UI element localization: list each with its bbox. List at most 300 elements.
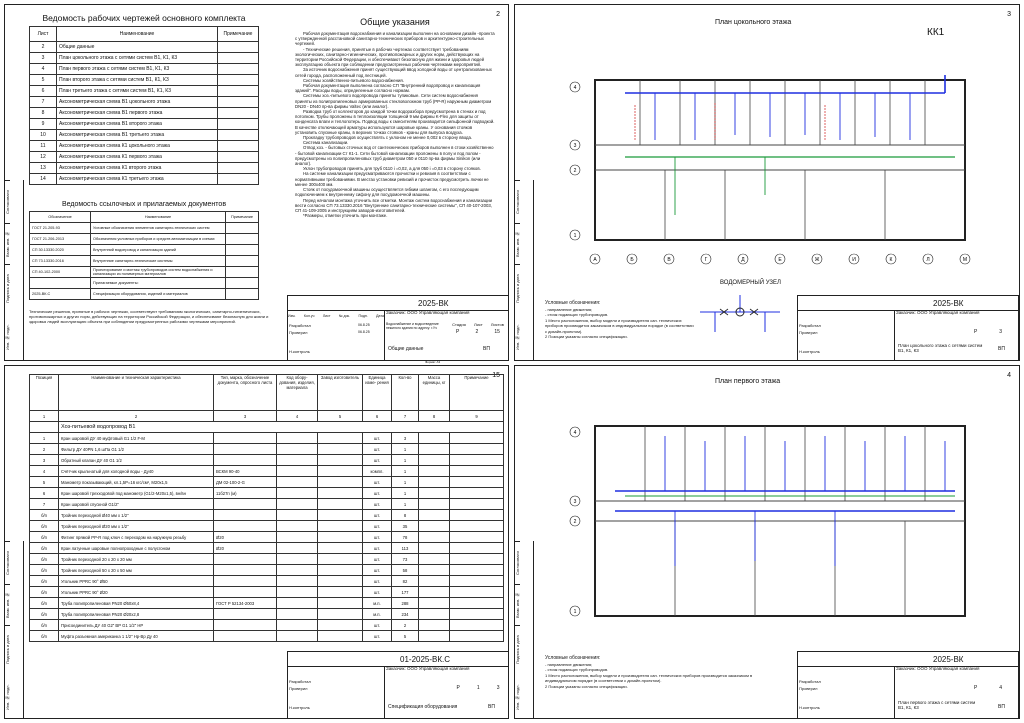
spec-qty: 58 xyxy=(392,565,419,576)
stamp-name: Спецификация оборудования xyxy=(388,704,458,710)
stamp-date: 06.8.25 xyxy=(358,323,370,327)
sheet-note xyxy=(218,75,259,86)
sheet-number: 13 xyxy=(30,163,57,174)
stamp-stage-hdr xyxy=(448,322,508,327)
spec-note xyxy=(450,466,504,477)
col-number: 6 xyxy=(363,411,392,422)
spec-unit: м.п. xyxy=(363,598,392,609)
spec-pos: 2 xyxy=(30,444,59,455)
stamp-firm: ВП xyxy=(488,704,495,710)
spec-type: ВСКМ 90-40 xyxy=(214,466,277,477)
stamp-stage: Р xyxy=(456,685,460,691)
col-header: Наименование xyxy=(91,212,226,223)
stamp-name: План цокольного этажа с сетями систем В1, К1, К3 xyxy=(898,343,983,353)
spec-code xyxy=(277,488,318,499)
general-notes xyxy=(295,17,495,218)
first-floor-plan-drawing xyxy=(565,396,995,636)
sheet-name: Аксонометрическая схема К1 первого этажа xyxy=(57,152,218,163)
stamp-hdr: Листов xyxy=(490,322,504,327)
sheet-note xyxy=(218,163,259,174)
drawings-list xyxy=(29,13,259,185)
stamp-role: Проверил xyxy=(799,686,818,691)
general-paragraph: - Технические решения, принятые в рабочих чертежах соответствует требованиям экологических, санитарно-гигиенических, противопожарных и других норм, действующих на территории Российской Федерации, и обеспечивают безопасную для жизни и здоровья людей эксплуатацию объекта при соблюдении предусмотренных рабочим чертежами мероприятий. xyxy=(295,46,485,68)
spec-section: Хоз-питьевой водопровод В1 xyxy=(59,422,504,433)
spec-name: Тройник переходной Ø20 мм х 1/2" xyxy=(59,521,214,532)
sheet-name: Аксонометрическая схема К1 цокольного этажа xyxy=(57,141,218,152)
ref-code: ГОСТ 21.205-93 xyxy=(30,223,91,234)
spec-code xyxy=(277,477,318,488)
spec-code xyxy=(277,587,318,598)
spec-unit: шт. xyxy=(363,565,392,576)
spec-maker xyxy=(318,587,363,598)
sheet-note xyxy=(218,53,259,64)
stamp-role: Разработал xyxy=(289,323,311,328)
legend xyxy=(545,656,775,689)
sheet-note xyxy=(218,119,259,130)
spec-maker xyxy=(318,488,363,499)
col-header: Примечание xyxy=(450,375,504,411)
sheet-name: План третьего этажа с сетями систем В1, К1, К3 xyxy=(57,86,218,97)
col-header: Примечание xyxy=(226,212,259,223)
sheet-name: Аксонометрическая схема К1 третьего этажа xyxy=(57,174,218,185)
col-header: Код обору- дования, изделия, материала xyxy=(277,375,318,411)
axis-letter: Б xyxy=(630,257,634,263)
spec-maker xyxy=(318,477,363,488)
spec-type xyxy=(214,631,277,642)
side-stamp xyxy=(515,541,534,719)
stamp-sheet: 2 xyxy=(475,329,479,335)
spec-qty: 8 xyxy=(392,510,419,521)
stamp-firm: ВП xyxy=(998,346,1005,352)
table-row xyxy=(30,163,259,174)
table-row xyxy=(30,289,259,300)
spec-pos: б/п xyxy=(30,510,59,521)
stamp-sheet: 4 xyxy=(999,685,1003,691)
legend-item: 2 Позиции указаны согласно спецификации. xyxy=(545,683,628,689)
plan-title: План цокольного этажа xyxy=(715,19,792,26)
spec-note xyxy=(450,598,504,609)
drawings-table xyxy=(29,26,259,185)
legend-item: 1 Место расположения, выбор модели и производителя сан. технических приборов производится заказчиком в индивидуальном порядке (в соответствии с дизайн-проектом). xyxy=(545,317,694,334)
sheet-note xyxy=(218,174,259,185)
spec-maker xyxy=(318,609,363,620)
spec-code xyxy=(277,631,318,642)
spec-maker xyxy=(318,532,363,543)
spec-name: Муфта разъемная американка 1 1/2" Нр-Вр Ду 40 xyxy=(59,631,214,642)
stamp-customer: Заказчик: ООО Управляющая компания xyxy=(896,666,980,671)
side-label: Инв. № подл. xyxy=(5,684,10,710)
table-row xyxy=(30,245,259,256)
ref-code: СП 40-102-2000 xyxy=(30,267,91,278)
page-number: 2 xyxy=(496,11,500,18)
spec-code xyxy=(277,455,318,466)
sheet-number: 3 xyxy=(30,53,57,64)
side-label: Инв. № подл. xyxy=(515,684,520,710)
stamp-code: 2025-ВК xyxy=(933,299,964,308)
sheet-note xyxy=(218,108,259,119)
stamp-code: 01-2025-ВК.С xyxy=(400,655,451,664)
spec-qty: 73 xyxy=(392,554,419,565)
stamp-object: Водоснабжение и водоотведение нежилого здания по адресу: г.Уч xyxy=(386,322,439,330)
spec-qty: 1 xyxy=(392,488,419,499)
spec-code xyxy=(277,466,318,477)
stamp-firm: ВП xyxy=(998,704,1005,710)
spec-mass xyxy=(419,477,450,488)
spec-mass xyxy=(419,609,450,620)
spec-unit: м.п. xyxy=(363,609,392,620)
spec-mass xyxy=(419,455,450,466)
spec-name: Кран латунные шаровые полнопроходные с полусгоном xyxy=(59,543,214,554)
spec-qty: 1 xyxy=(392,477,419,488)
stamp-name: Общие данные xyxy=(388,346,424,352)
stamp-role: Разработал xyxy=(799,679,821,684)
spec-mass xyxy=(419,488,450,499)
stamp-cols xyxy=(288,314,384,318)
table-row xyxy=(30,130,259,141)
spec-type: 11б27п (м) xyxy=(214,488,277,499)
ref-name: Обозначения условных приборов и средств автоматизации в схемах xyxy=(91,234,226,245)
stamp-col: Лист xyxy=(322,314,331,318)
axis-number: 1 xyxy=(573,233,577,239)
col-number: 9 xyxy=(450,411,504,422)
spec-type xyxy=(214,587,277,598)
stamp-role: Разработал xyxy=(289,679,311,684)
side-label: Подпись и дата xyxy=(515,264,520,313)
spec-note xyxy=(450,631,504,642)
sheet-number: 8 xyxy=(30,108,57,119)
sheet-general-data xyxy=(4,4,509,364)
col-header: Примечание xyxy=(218,27,259,42)
table-row xyxy=(30,267,259,278)
general-paragraph: За источник водоснабжения принят существующий ввод холодной воды от централизованных сетей города, расположенный под лестницей. xyxy=(295,67,492,78)
table-row xyxy=(30,152,259,163)
stamp-role: Проверил xyxy=(289,330,308,335)
stamp-col: Кол.уч xyxy=(303,314,315,318)
table-row xyxy=(30,256,259,267)
col-number: 2 xyxy=(59,411,214,422)
general-paragraph: Отвод хоз. - бытовых сточных вод от сантехнических приборов выполнен в стоки хозяйственно - бытовой канализации Ст К1-1. Сети бытовой канализации проложены в полу и под полом - предусмотрены из полипропиленовых труб диаметром 050 и 0110 пр-ва фирмы Sinikon (или аналог). xyxy=(295,145,494,167)
stamp-sheet: 3 xyxy=(999,329,1003,335)
general-paragraph: Система канализации. xyxy=(303,140,349,146)
spec-unit: шт. xyxy=(363,488,392,499)
table-row xyxy=(30,278,259,289)
spec-pos: б/п xyxy=(30,587,59,598)
stamp-stage-vals xyxy=(963,685,1013,691)
stamp-roles xyxy=(799,322,821,355)
spec-maker xyxy=(318,631,363,642)
spec-code xyxy=(277,620,318,631)
table-row xyxy=(30,174,259,185)
spec-maker xyxy=(318,466,363,477)
sheet-number: 6 xyxy=(30,86,57,97)
spec-qty: 234 xyxy=(392,609,419,620)
spec-mass xyxy=(419,620,450,631)
sheet-note xyxy=(218,64,259,75)
ref-name: Проектирование и монтаж трубопроводов систем водоснабжения и канализации из полимерных материалов xyxy=(91,267,226,278)
spec-table xyxy=(29,374,504,642)
spec-mass xyxy=(419,521,450,532)
spec-unit: шт. xyxy=(363,587,392,598)
stamp-dates xyxy=(358,322,370,336)
axis-letter: Д xyxy=(741,257,745,263)
stamp-name: План первого этажа с сетями систем В1, К1, К3 xyxy=(898,700,976,710)
spec-pos: б/п xyxy=(30,532,59,543)
ref-code: СП 30.13330.2020 xyxy=(30,245,91,256)
ref-note xyxy=(226,278,259,289)
spec-pos: б/п xyxy=(30,598,59,609)
table-row xyxy=(30,223,259,234)
spec-type xyxy=(214,510,277,521)
stamp-roles xyxy=(289,678,311,711)
table-row xyxy=(30,543,504,554)
side-label: Взам. инв. № xyxy=(5,584,10,625)
col-number: 1 xyxy=(30,411,59,422)
spec-note xyxy=(450,532,504,543)
side-stamp xyxy=(5,541,24,719)
sheet-number: 10 xyxy=(30,130,57,141)
table-row xyxy=(30,565,504,576)
spec-name: Манометр показывающий, кл.1,5Р=16 кгс/см², М20х1,5 xyxy=(59,477,214,488)
spec-name: Тройник переходной Ø40 мм х 1/2" xyxy=(59,510,214,521)
spec-code xyxy=(277,521,318,532)
sheet-name: Аксонометрическая схема К1 второго этажа xyxy=(57,163,218,174)
spec-mass xyxy=(419,576,450,587)
table-row xyxy=(30,455,504,466)
spec-code xyxy=(277,444,318,455)
table-row xyxy=(30,477,504,488)
spec-mass xyxy=(419,587,450,598)
spec-note xyxy=(450,521,504,532)
spec-maker xyxy=(318,620,363,631)
side-label: Взам. инв. № xyxy=(5,223,10,264)
spec-code xyxy=(277,565,318,576)
stamp-customer: Заказчик: ООО Управляющая компания xyxy=(896,310,980,315)
axis-number: 2 xyxy=(573,519,577,525)
side-label: Подпись и дата xyxy=(5,625,10,674)
spec-qty: 78 xyxy=(392,532,419,543)
stamp-role: Проверил xyxy=(799,330,818,335)
axis-letter: Ж xyxy=(814,257,820,263)
spec-type xyxy=(214,521,277,532)
ref-name: Спецификация оборудования, изделий и материалов xyxy=(91,289,226,300)
spec-maker xyxy=(318,565,363,576)
format-label: Формат А3 xyxy=(425,360,441,364)
spec-pos: б/п xyxy=(30,631,59,642)
sheet-number: 12 xyxy=(30,152,57,163)
stamp-customer: Заказчик: ООО Управляющая компания xyxy=(386,666,470,671)
spec-type xyxy=(214,455,277,466)
spec-unit: шт. xyxy=(363,455,392,466)
sheet-specification xyxy=(4,365,509,719)
ref-name: Условные обозначения элементов санитарно-технических систем xyxy=(91,223,226,234)
side-label: Инв. № подл. xyxy=(5,324,10,350)
legend-item: 2 Позиции указаны согласно спецификации. xyxy=(545,334,628,339)
stamp-sheets: 3 xyxy=(496,685,500,691)
side-label: Взам. инв. № xyxy=(515,223,520,264)
sheet-number: 14 xyxy=(30,174,57,185)
col-header: Единица изме- рения xyxy=(363,375,392,411)
spec-unit: шт. xyxy=(363,444,392,455)
ref-code: СП 73.13330.2016 xyxy=(30,256,91,267)
general-paragraph: Уклон трубопроводов принять для труб 0110 i =0,02, а для 050 i =0,03 в сторону стояков. xyxy=(303,166,481,172)
spec-name: Угольник PPRC 90° Ø20 xyxy=(59,587,214,598)
spec-code xyxy=(277,609,318,620)
spec-code xyxy=(277,532,318,543)
stamp-role: Н.контроль xyxy=(799,705,820,710)
col-header: Тип, марка, обозначение документа, опросного листа xyxy=(214,375,277,411)
spec-type xyxy=(214,444,277,455)
spec-mass xyxy=(419,433,450,444)
spec-type: ГОСТ Р 52134-2003 xyxy=(214,598,277,609)
spec-name: Кран шаровой ДУ 40 муфтовый G1 1/2 F-M xyxy=(59,433,214,444)
refs-title: Ведомость ссылочных и прилагаемых документов xyxy=(61,201,227,208)
table-row xyxy=(30,97,259,108)
spec-mass xyxy=(419,543,450,554)
spec-mass xyxy=(419,631,450,642)
sheet-number: 2 xyxy=(30,42,57,53)
spec-qty: 35 xyxy=(392,521,419,532)
spec-name: Обратный клапан ДУ 40 G1 1/2 xyxy=(59,455,214,466)
table-row xyxy=(30,433,504,444)
table-row xyxy=(30,554,504,565)
spec-unit: шт. xyxy=(363,433,392,444)
ref-note xyxy=(226,267,259,278)
spec-code xyxy=(277,510,318,521)
table-row xyxy=(30,108,259,119)
plan-title: План первого этажа xyxy=(715,378,781,385)
spec-unit: шт. xyxy=(363,477,392,488)
stamp-role: Н.контроль xyxy=(289,349,310,354)
meter-title: ВОДОМЕРНЫЙ УЗЕЛ xyxy=(720,280,781,286)
ref-note xyxy=(226,256,259,267)
spec-unit: шт. xyxy=(363,499,392,510)
axis-letter: Е xyxy=(778,257,782,263)
stamp-hdr: Стадия xyxy=(452,322,466,327)
legend-title: Условные обозначения: xyxy=(545,655,601,661)
table-row xyxy=(30,510,504,521)
ref-name: Внутренний водопровод и канализация зданий xyxy=(91,245,226,256)
legend-item: 1 Место расположения, выбор модели и производителя сан. технических приборов производится заказчиком в индивидуальном порядке (в соответствии с дизайн-проектом). xyxy=(545,672,753,683)
sheet-number: 11 xyxy=(30,141,57,152)
ref-name: Внутренние санитарно-технические системы xyxy=(91,256,226,267)
footnote: Технические решения, принятые в рабочих чертежах, соответствуют требованиям экологических, санитарно-гигиенических, противопожарных и других норм, действующих на территории Российской Федерации, и обеспечивают безопасную для жизни и здоровья людей эксплуатацию объекта при соблюдении предусмотренных рабочими чертежами мероприятий. xyxy=(29,309,269,324)
spec-maker xyxy=(318,499,363,510)
spec-maker xyxy=(318,543,363,554)
spec-name: Тройник переходной 50 х 20 х 50 мм xyxy=(59,565,214,576)
stamp-stage-vals xyxy=(448,329,508,335)
spec-maker xyxy=(318,455,363,466)
col-number: 5 xyxy=(318,411,363,422)
stamp-col: Подп. xyxy=(358,314,368,318)
side-label: Подпись и дата xyxy=(515,625,520,674)
axis-number: 1 xyxy=(573,609,577,615)
sheet-note xyxy=(218,86,259,97)
spec-qty: 1 xyxy=(392,466,419,477)
spec-maker xyxy=(318,510,363,521)
spec-type xyxy=(214,576,277,587)
spec-name: Фитинг прямой PP-R под ключ с переходом на наружную резьбу xyxy=(59,532,214,543)
side-stamp xyxy=(515,180,534,360)
table-row xyxy=(30,488,504,499)
sheet-number: 9 xyxy=(30,119,57,130)
spec-type xyxy=(214,433,277,444)
col-header: Лист xyxy=(30,27,57,42)
sheet-number: 5 xyxy=(30,75,57,86)
spec-name: Кран шаровой спускной G1/2" xyxy=(59,499,214,510)
col-number: 8 xyxy=(419,411,450,422)
side-stamp xyxy=(5,180,24,360)
basement-plan-drawing xyxy=(565,45,995,270)
sheet-note xyxy=(218,97,259,108)
spec-maker xyxy=(318,444,363,455)
axis-letter: И xyxy=(852,257,856,263)
table-row xyxy=(30,587,504,598)
sheet-name: Аксонометрическая схема В1 цокольного этажа xyxy=(57,97,218,108)
col-header: Кол-во xyxy=(392,375,419,411)
legend xyxy=(545,301,695,340)
spec-pos: б/п xyxy=(30,543,59,554)
ref-code xyxy=(30,278,91,289)
col-header: Обозначение xyxy=(30,212,91,223)
stamp-stage: Р xyxy=(456,329,460,335)
spec-pos: б/п xyxy=(30,565,59,576)
col-header: Позиция xyxy=(30,375,59,411)
table-row xyxy=(30,42,259,53)
table-row xyxy=(30,576,504,587)
spec-name: Присоединитель ДУ 40 G2" ВР G1 1/2" НР xyxy=(59,620,214,631)
title-block xyxy=(287,651,509,719)
general-paragraph: Рабочая документация водоснабжения и канализации выполнен на основании дизайн -проекта с утвержденной расстановкой санитарно-технических приборов и архитектурно-строительных чертежей. xyxy=(295,31,495,47)
spec-pos: 5 xyxy=(30,477,59,488)
axis-letter: М xyxy=(962,257,968,263)
spec-qty: 1 xyxy=(392,499,419,510)
spec-maker xyxy=(318,433,363,444)
sheet-note xyxy=(218,42,259,53)
side-label: Согласовано xyxy=(5,541,10,584)
sheet-name: Общие данные xyxy=(57,42,218,53)
stamp-col: № док. xyxy=(338,314,351,318)
stamp-role: Проверил xyxy=(289,686,308,691)
table-row xyxy=(30,631,504,642)
page-number: 4 xyxy=(1007,372,1011,379)
spec-note xyxy=(450,576,504,587)
spec-pos: 6 xyxy=(30,488,59,499)
spec-note xyxy=(450,565,504,576)
stamp-stage-vals xyxy=(963,329,1013,335)
legend-item: - стояк подающих трубопроводов. xyxy=(545,312,609,317)
spec-type xyxy=(214,554,277,565)
spec-note xyxy=(450,499,504,510)
spec-pos: б/п xyxy=(30,554,59,565)
stamp-role: Н.контроль xyxy=(289,705,310,710)
general-paragraph: Системы хозяйственно-питьевого водоснабжения. xyxy=(303,77,404,83)
outer-wall xyxy=(595,80,965,240)
table-row xyxy=(30,53,259,64)
general-paragraph: На системе канализации предусматриваются прочистки и ревизия в соответствии с нормативными требованиями. В местах установки ревизий и прочисток предусмотреть лючки не менее 300x400 мм. xyxy=(295,171,489,187)
spec-qty: 82 xyxy=(392,576,419,587)
spec-type xyxy=(214,609,277,620)
spec-code xyxy=(277,433,318,444)
col-number: 3 xyxy=(214,411,277,422)
legend-title: Условные обозначения: xyxy=(545,300,601,306)
table-row xyxy=(30,119,259,130)
spec-pos: б/п xyxy=(30,609,59,620)
axis-letter: А xyxy=(593,257,597,263)
spec-type: Ø20 xyxy=(214,532,277,543)
axis-number: 4 xyxy=(573,430,577,436)
spec-pos: 3 xyxy=(30,455,59,466)
spec-qty: 113 xyxy=(392,543,419,554)
